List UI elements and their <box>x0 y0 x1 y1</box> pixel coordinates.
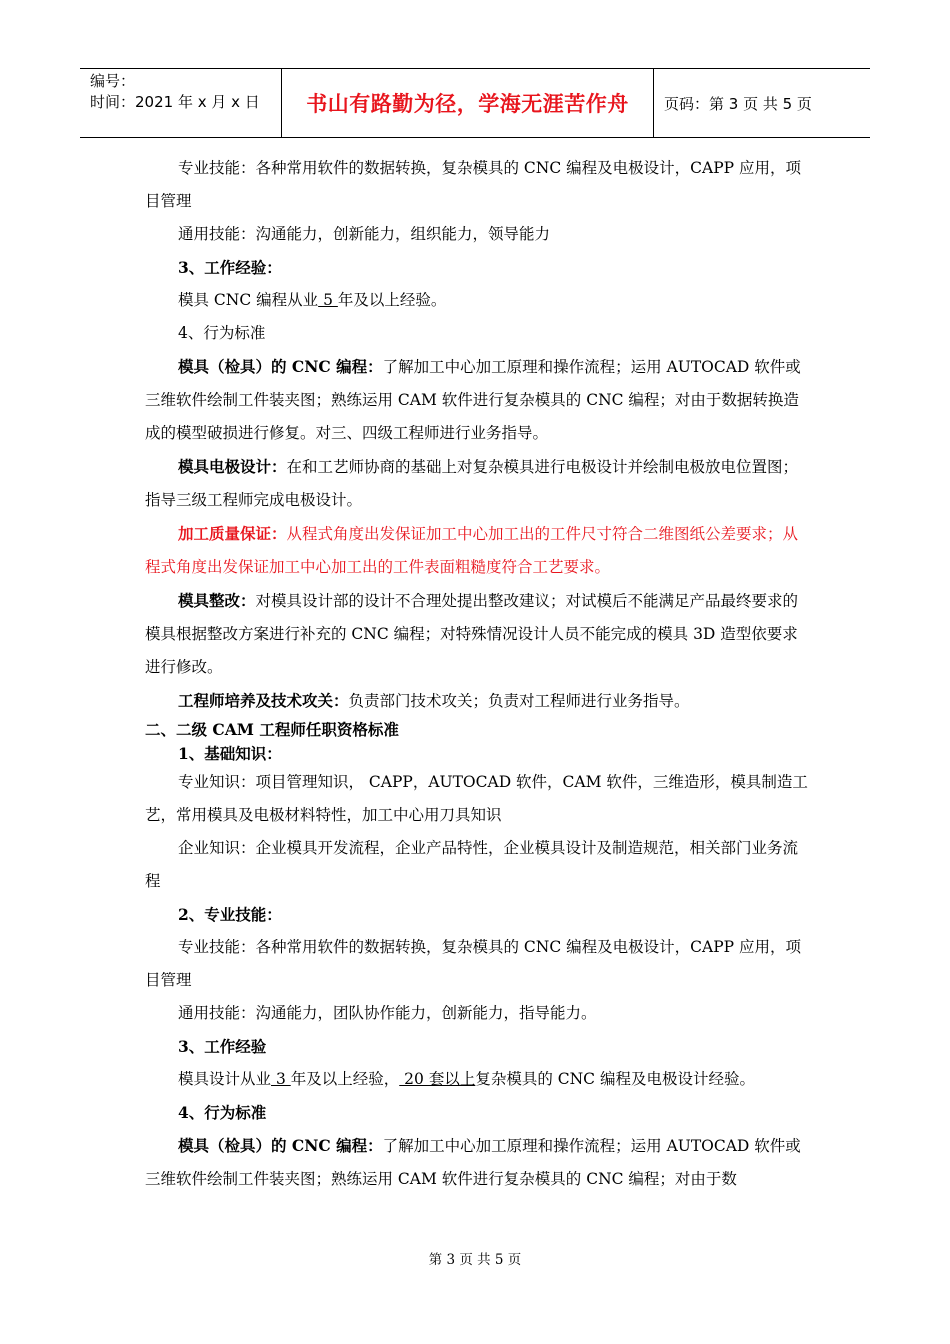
knowledge-paragraph: 企业知识：企业模具开发流程，企业产品特性，企业模具设计及制造规范，相关部门业务流程 <box>145 839 799 890</box>
experience-years: 3 <box>271 1070 291 1088</box>
experience-text: 年及以上经验。 <box>337 291 447 309</box>
standard-text: 了解加工中心加工原理和操作流程；运用 AUTOCAD 软件或三维软件绘制工件装夹图；熟练运用 CAM 软件进行复杂模具的 CNC 编程；对由于数 <box>145 1137 801 1188</box>
section-heading: 1、基础知识： <box>178 744 282 763</box>
standard-paragraph <box>145 450 810 517</box>
experience-text: 年及以上经验， <box>290 1070 400 1088</box>
header-left <box>80 69 282 137</box>
section-heading: 4、行为标准 <box>178 324 266 342</box>
standard-title: 模具电极设计： <box>178 457 287 476</box>
general-skill-paragraph: 通用技能：沟通能力，团队协作能力，创新能力，指导能力。 <box>178 1004 597 1022</box>
section-heading: 3、工作经验： <box>178 258 282 277</box>
standard-title: 模具（检具）的 CNC 编程： <box>178 1136 383 1155</box>
experience-text: 模具 CNC 编程从业 <box>178 291 319 309</box>
experience-paragraph <box>145 1063 810 1096</box>
document-body <box>145 152 810 1196</box>
standard-paragraph <box>145 350 810 450</box>
skill-paragraph: 专业技能：各种常用软件的数据转换，复杂模具的 CNC 编程及电极设计，CAPP 应用，项目管理 <box>145 159 801 210</box>
section-heading: 3、工作经验 <box>178 1037 267 1056</box>
skill-paragraph: 专业技能：各种常用软件的数据转换，复杂模具的 CNC 编程及电极设计，CAPP 应用，项目管理 <box>145 938 801 989</box>
knowledge-paragraph: 专业知识：项目管理知识， CAPP，AUTOCAD 软件，CAM 软件，三维造形，模具制造工艺，常用模具及电极材料特性，加工中心用刀具知识 <box>145 773 808 824</box>
standard-text: 从程式角度出发保证加工中心加工出的工件尺寸符合二维图纸公差要求；从程式角度出发保证加工中心加工出的工件表面粗糙度符合工艺要求。 <box>145 525 799 576</box>
header-motto: 书山有路勤为径，学海无涯苦作舟 <box>282 69 654 137</box>
standard-paragraph <box>145 684 810 718</box>
section-heading: 2、专业技能： <box>178 905 282 924</box>
doc-date: 时间：2021 年 x 月 x 日 <box>90 93 260 111</box>
standard-title: 模具整改： <box>178 591 256 610</box>
experience-paragraph <box>145 284 810 317</box>
page-footer: 第 3 页 共 5 页 <box>428 1252 522 1268</box>
standard-text: 对模具设计部的设计不合理处提出整改建议；对试模后不能满足产品最终要求的模具根据整改方案进行补充的 CNC 编程；对特殊情况设计人员不能完成的模具 3D 造型依要求进行修改。 <box>145 592 799 676</box>
experience-count: 20 套以上 <box>399 1070 476 1088</box>
page-header <box>80 68 870 138</box>
standard-paragraph <box>145 1129 810 1196</box>
experience-text: 模具设计从业 <box>178 1070 272 1088</box>
chapter-heading: 二、二级 CAM 工程师任职资格标准 <box>145 720 399 739</box>
experience-text: 复杂模具的 CNC 编程及电极设计经验。 <box>475 1070 755 1088</box>
standard-text: 在和工艺师协商的基础上对复杂模具进行电极设计并绘制电极放电位置图；指导三级工程师完成电极设计。 <box>145 458 799 509</box>
general-skill-paragraph: 通用技能：沟通能力，创新能力，组织能力，领导能力 <box>178 225 551 243</box>
header-page-info: 页码：第 3 页 共 5 页 <box>664 94 812 113</box>
section-heading: 4、行为标准 <box>178 1103 267 1122</box>
standard-paragraph <box>145 517 810 584</box>
doc-number-label: 编号： <box>90 72 136 90</box>
standard-title: 模具（检具）的 CNC 编程： <box>178 357 383 376</box>
standard-title: 工程师培养及技术攻关： <box>178 691 349 710</box>
standard-title: 加工质量保证： <box>178 524 287 543</box>
standard-paragraph <box>145 584 810 684</box>
experience-years: 5 <box>318 291 338 309</box>
standard-text: 了解加工中心加工原理和操作流程；运用 AUTOCAD 软件或三维软件绘制工件装夹图；熟练运用 CAM 软件进行复杂模具的 CNC 编程；对由于数据转换造成的模型破损进行修复。对三、四级工程师进行业务指导。 <box>145 358 801 442</box>
standard-text: 负责部门技术攻关；负责对工程师进行业务指导。 <box>348 692 690 710</box>
